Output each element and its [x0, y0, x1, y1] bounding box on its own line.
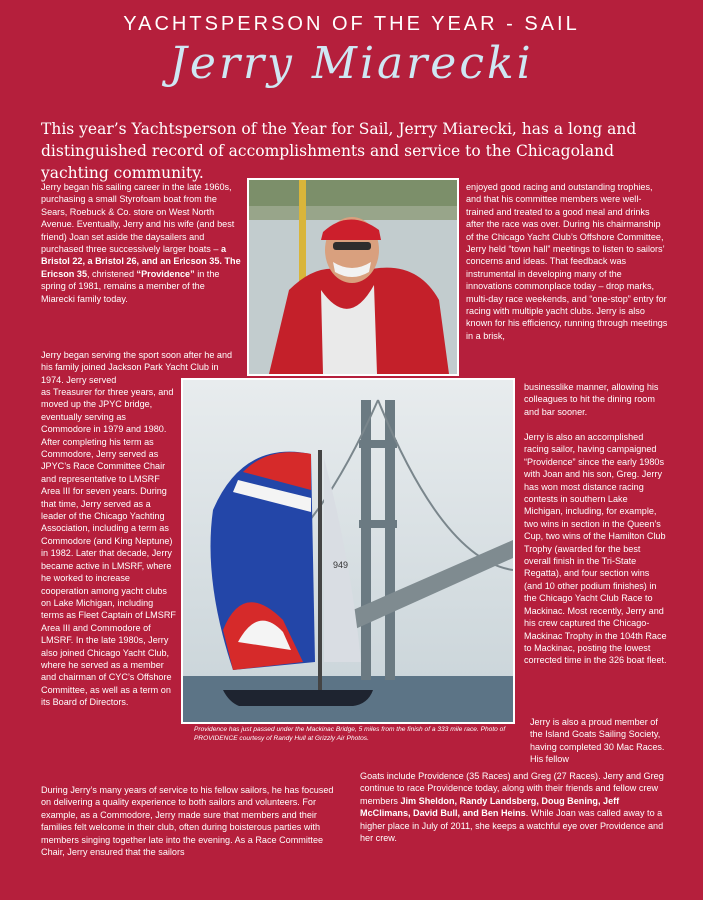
col1-p1-text-a: Jerry began his sailing career in the late 1960s, purchasing a small Styrofoam boat from the Sears, Roebuck & Co. store on West North Avenue. Eventually, Jerry and his wife (and best friend) Joan set aside the daysailers and purchased three successively larger boats – [41, 182, 235, 255]
portrait-image [249, 180, 457, 374]
photo-caption: Providence has just passed under the Mackinac Bridge, 5 miles from the finish of a 333 mile race. Photo of PROVIDENCE courtesy of Randy Hull at Grizzly Air Photos. [194, 726, 506, 742]
col3-paragraph-2: Jerry is also an accomplished racing sailor, having campaigned “Providence” since the early 1980s with Joan and his son, Greg. Jerry has won most distance racing contests in southern Lake Michigan, including, for example, two wins in section in the Queen’s Cup, two wins of the Hamilton Club Trophy (awarded for the best overall finish in the Tri-State Regatta), and four section wins (and 10 other podium finishes) in the Chicago Yacht Club Race to Mackinac. Most recently, Jerry and his crew captured the Chicago-Mackinac Trophy in the 104th Race to Mackinac, posting the lowest corrected time in the 326 boat fleet. [524, 432, 667, 666]
col1-p1-text-e: in the spring of 1981, remains a member of the Miarecki family today. [41, 268, 220, 304]
col1-p1-boat-name: “Providence” [136, 268, 195, 279]
col3-paragraph-1-top: enjoyed good racing and outstanding trophies, and that his committee members were well-trained and treated to a good meal and drinks after the race was over. During his chairmanship of the Chicago Yacht Club’s Offshore Committee, Jerry held “town hall” meetings to listen to sailors’ concerns and ideas. That feedback was instrumental in developing many of the innovations commonplace today – drop marks, multi-day race weekends, and “one-stop” entry for racing with multiple yacht clubs. Jerry is also known for his efficiency, running through meetings in a brisk, [466, 182, 668, 341]
intro-paragraph: This year’s Yachtsperson of the Year for Sail, Jerry Miarecki, has a long and distinguished record of accomplishments and service to the Chicagoland yachting community. [41, 120, 637, 182]
col1-paragraph-2-body: as Treasurer for three years, and moved up the JPYC bridge, eventually serving as Commodore in 1979 and 1980. After completing his term as Commodore, Jerry served as JPYC’s Race Committee Chair and representative to LMSRF Area III for seven years. During that time, Jerry served as a leader of the Chicago Yachting Association, including a term as Commodore (and King Neptune) in 1982. Later that decade, Jerry became active in LMSRF, where he worked to increase cooperation among yacht clubs on Lake Michigan, including terms as Fleet Captain of LMSRF Area III and Commodore of LMSRF. In the late 1980s, Jerry also joined Chicago Yacht Club, where he served as a member and chairman of CYC’s Offshore Committee, as well as a term on its Board of Directors. [41, 387, 176, 708]
honoree-name: Jerry Miarecki [169, 38, 534, 89]
col1-paragraph-2-intro: Jerry began serving the sport soon after he and his family joined Jackson Park Yacht Club in 1974. Jerry served [41, 350, 233, 385]
col1-p1-text-c: , christened [87, 268, 137, 279]
bottom-left-paragraph: During Jerry’s many years of service to his fellow sailors, he has focused on delivering a quality experience to both sailors and volunteers. For example, as a Commodore, Jerry made sure that members and their families felt welcome in their club, often during boisterous parties with members singing together late into the evening. As a Race Committee Chair, Jerry ensured that the sailors [41, 785, 334, 858]
col3-paragraph-1-end: businesslike manner, allowing his colleagues to hit the dining room and bar sooner. [524, 382, 659, 417]
col1-p1-boats: a Bristol 22, a Bristol 26, and an Ericson 35. The Ericson 35 [41, 244, 241, 279]
section-title: YACHTSPERSON OF THE YEAR - SAIL [123, 13, 580, 35]
bottom-right-paragraph [360, 770, 668, 844]
bottom-right-text-a: Goats include Providence (35 Races) and Greg (27 Races). Jerry and Greg continue to race Providence today, along with their friends and fellow crew members [360, 771, 664, 806]
sailboat-image [183, 380, 513, 722]
portrait-photo [247, 178, 459, 376]
bottom-right-text-c: . While Joan was called away to a higher place in July of 2011, she keeps a watchful eye over Providence and her crew. [360, 808, 664, 844]
col1-paragraph-1 [41, 181, 241, 305]
sailboat-photo [181, 378, 515, 724]
crew-names: Jim Sheldon, Randy Landsberg, Doug Bening, Jeff McClimans, David Bull, and Ben Heins [360, 795, 620, 819]
sail-number: 949 [333, 560, 349, 570]
col3-paragraph-3: Jerry is also a proud member of the Island Goats Sailing Society, having completed 30 Mac Races. His fellow [530, 717, 665, 765]
